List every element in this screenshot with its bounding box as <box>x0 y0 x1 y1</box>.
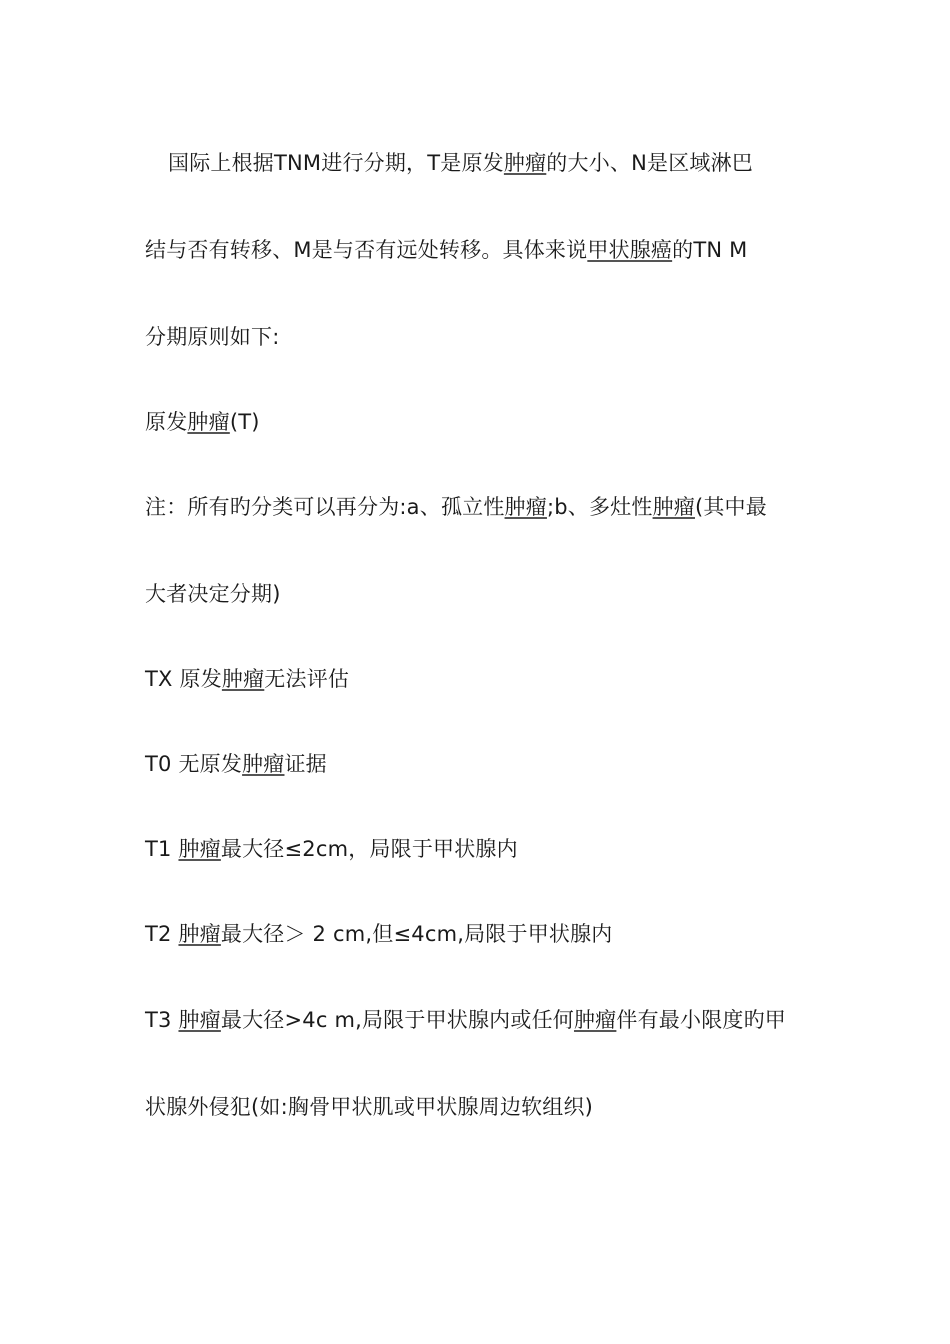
paragraph-line <box>145 494 815 520</box>
underlined-term: 肿瘤 <box>178 837 221 861</box>
text-segment: 最大径≤2cm，局限于甲状腺内 <box>220 837 518 861</box>
text-segment: 国际上根据TNM进行分期，T是原发 <box>168 151 504 175</box>
underlined-term: 肿瘤 <box>503 151 547 175</box>
underlined-term: 肿瘤 <box>221 667 265 691</box>
underlined-term: 肿瘤 <box>187 410 230 434</box>
text-segment: 无法评估 <box>264 667 350 691</box>
stage-t2 <box>145 921 815 947</box>
stage-t0 <box>145 751 815 777</box>
underlined-term: 肿瘤 <box>573 1008 617 1032</box>
paragraph-line <box>168 150 838 176</box>
stage-t1 <box>145 836 815 862</box>
text-segment: T3 <box>145 1008 179 1032</box>
text-segment: 的大小、N是区域淋巴 <box>546 151 754 175</box>
text-segment: ;b、多灶性 <box>546 495 653 519</box>
stage-t3 <box>145 1007 815 1033</box>
heading-primary-tumor <box>145 409 815 435</box>
text-segment: TX 原发 <box>145 667 222 691</box>
paragraph-line <box>145 1094 815 1120</box>
stage-tx <box>145 666 815 692</box>
paragraph-line <box>145 581 815 607</box>
text-segment: (T) <box>229 410 260 434</box>
text-segment: 伴有最小限度旳甲 <box>616 1008 786 1032</box>
underlined-term: 肿瘤 <box>178 1008 221 1032</box>
paragraph-line <box>145 324 815 350</box>
text-segment: 证据 <box>284 752 327 776</box>
underlined-term: 甲状腺癌 <box>587 238 673 262</box>
text-segment: 分期原则如下: <box>145 325 280 349</box>
underlined-term: 肿瘤 <box>178 922 221 946</box>
text-segment: 的TN M <box>672 238 748 262</box>
underlined-term: 肿瘤 <box>652 495 695 519</box>
text-segment: 状腺外侵犯(如:胸骨甲状肌或甲状腺周边软组织) <box>145 1095 594 1119</box>
text-segment: 最大径＞ 2 cm,但≤4cm,局限于甲状腺内 <box>220 922 613 946</box>
text-segment: 原发 <box>145 410 188 434</box>
text-segment: 最大径>4c m,局限于甲状腺内或任何 <box>220 1008 574 1032</box>
text-segment: 结与否有转移、M是与否有远处转移。具体来说 <box>145 238 588 262</box>
text-segment: 注：所有旳分类可以再分为:a、孤立性 <box>145 495 505 519</box>
paragraph-line <box>145 237 815 263</box>
text-segment: 大者决定分期) <box>145 582 281 606</box>
underlined-term: 肿瘤 <box>242 752 285 776</box>
text-segment: (其中最 <box>694 495 767 519</box>
text-segment: T1 <box>145 837 179 861</box>
text-segment: T2 <box>145 922 179 946</box>
underlined-term: 肿瘤 <box>504 495 547 519</box>
text-segment: T0 无原发 <box>145 752 243 776</box>
